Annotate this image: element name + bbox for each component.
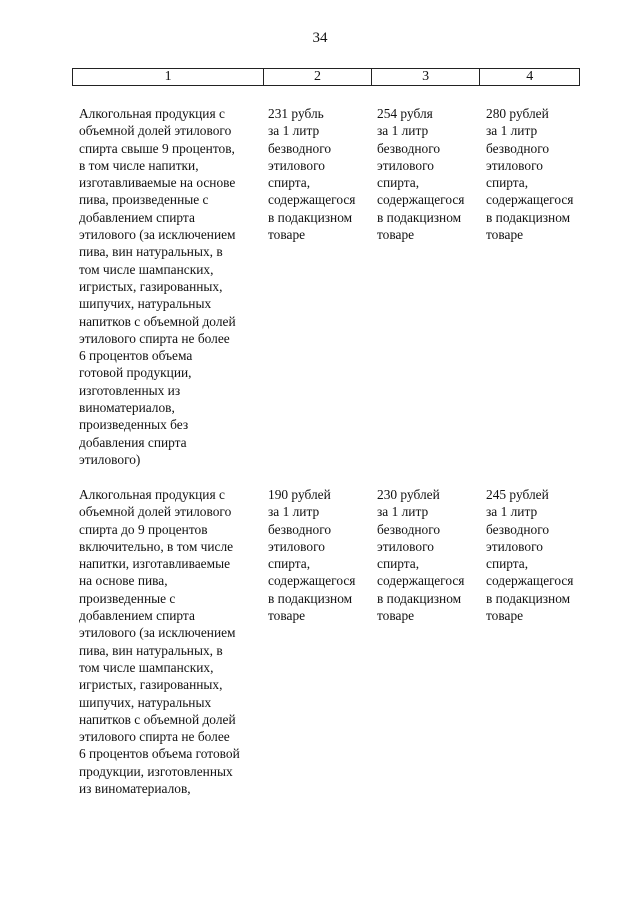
rate-column-2: 190 рублей за 1 литр безводного этилового спирта, содержащегося в подакцизном товаре [268, 487, 356, 624]
table-header [72, 68, 580, 86]
rate-column-4: 245 рублей за 1 литр безводного этилового спирта, содержащегося в подакцизном товаре [486, 487, 574, 624]
column-header-4: 4 [526, 69, 534, 84]
product-description: Алкогольная продукция с объемной долей этилового спирта до 9 процентов включительно, в том числе напитки, изготавливаемые на основе пива, произведенные с добавлением спирта этилового (за исключением пива, вин натуральных, в том числе шампанских, игристых, газированных, шипучих, натуральных напитков с объемной долей этилового спирта не более 6 процентов объема готовой продукции, изготовленных из виноматериалов, [79, 487, 240, 797]
rate-column-3: 230 рублей за 1 литр безводного этилового спирта, содержащегося в подакцизном товаре [377, 487, 465, 624]
rate-column-3: 254 рубля за 1 литр безводного этилового спирта, содержащегося в подакцизном товаре [377, 106, 465, 243]
column-header-1: 1 [73, 69, 264, 85]
column-header-3: 3 [372, 69, 481, 85]
rate-column-2: 231 рубль за 1 литр безводного этилового спирта, содержащегося в подакцизном товаре [268, 106, 356, 243]
page-number: 34 [312, 30, 328, 46]
product-description: Алкогольная продукция с объемной долей этилового спирта свыше 9 процентов, в том числе напитки, изготавливаемые на основе пива, произведенные с добавлением спирта этилового (за исключением пива, вин натуральных, в том числе шампанских, игристых, газированных, шипучих, натуральных напитков с объемной долей этилового спирта не более 6 процентов объема готовой продукции, изготовленных из виноматериалов, произведенных без добавления спирта этилового) [79, 106, 236, 467]
column-header-2: 2 [264, 69, 372, 85]
rate-column-4: 280 рублей за 1 литр безводного этилового спирта, содержащегося в подакцизном товаре [486, 106, 574, 243]
